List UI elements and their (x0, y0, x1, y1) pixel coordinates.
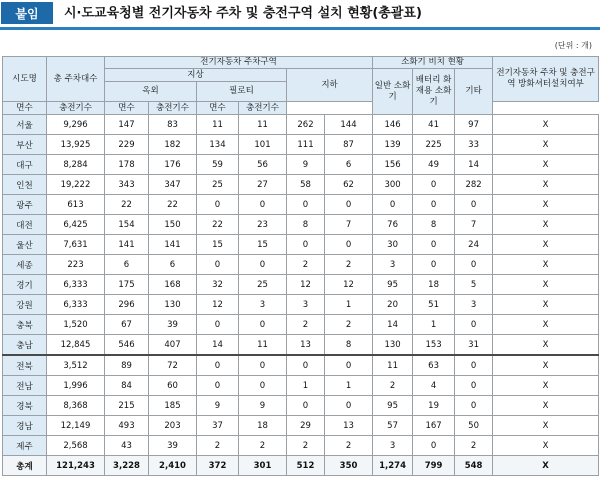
outdoor-chargers-cell: 182 (149, 135, 197, 155)
general-extinguisher-cell: 3 (373, 436, 413, 456)
piloti-area-cell: 11 (197, 115, 239, 135)
attachment-badge: 붙임 (1, 2, 53, 24)
other-extinguisher-cell: 7 (455, 215, 493, 235)
underground-area-cell: 3 (287, 295, 325, 315)
total-parking-cell: 6,425 (47, 215, 105, 235)
shutter-cell: X (493, 215, 599, 235)
piloti-chargers-cell: 2 (239, 436, 287, 456)
shutter-cell: X (493, 195, 599, 215)
piloti-chargers-cell: 23 (239, 215, 287, 235)
piloti-area-cell: 0 (197, 355, 239, 376)
underground-area-cell: 58 (287, 175, 325, 195)
region-cell: 충북 (3, 315, 47, 335)
general-extinguisher-cell: 76 (373, 215, 413, 235)
table-row (3, 335, 599, 356)
battery-extinguisher-cell: 19 (413, 396, 455, 416)
battery-extinguisher-cell: 0 (413, 436, 455, 456)
underground-chargers-cell: 7 (325, 215, 373, 235)
total-row (3, 456, 599, 476)
total-piloti-area-cell: 372 (197, 456, 239, 476)
outdoor-area-cell: 229 (105, 135, 149, 155)
other-extinguisher-cell: 0 (455, 355, 493, 376)
header-underground-area: 면수 (197, 102, 239, 115)
total-parking-cell: 3,512 (47, 355, 105, 376)
table-row (3, 396, 599, 416)
total-outdoor-chargers-cell: 2,410 (149, 456, 197, 476)
other-extinguisher-cell: 3 (455, 295, 493, 315)
battery-extinguisher-cell: 1 (413, 315, 455, 335)
battery-extinguisher-cell: 63 (413, 355, 455, 376)
region-cell: 대전 (3, 215, 47, 235)
underground-area-cell: 262 (287, 115, 325, 135)
piloti-chargers-cell: 0 (239, 355, 287, 376)
table-row (3, 295, 599, 315)
outdoor-chargers-cell: 22 (149, 195, 197, 215)
other-extinguisher-cell: 0 (455, 195, 493, 215)
unit-label: (단위 : 개) (554, 41, 592, 50)
outdoor-chargers-cell: 185 (149, 396, 197, 416)
header-other-extinguisher: 기타 (455, 69, 493, 115)
outdoor-area-cell: 141 (105, 235, 149, 255)
other-extinguisher-cell: 282 (455, 175, 493, 195)
outdoor-chargers-cell: 176 (149, 155, 197, 175)
shutter-cell: X (493, 155, 599, 175)
header-ev-zone: 전기자동차 주차구역 (105, 57, 373, 69)
battery-extinguisher-cell: 41 (413, 115, 455, 135)
outdoor-chargers-cell: 39 (149, 436, 197, 456)
battery-extinguisher-cell: 49 (413, 155, 455, 175)
shutter-cell: X (493, 315, 599, 335)
header-piloti-area: 면수 (105, 102, 149, 115)
underground-area-cell: 9 (287, 155, 325, 175)
total-parking-cell: 6,333 (47, 275, 105, 295)
piloti-area-cell: 15 (197, 235, 239, 255)
general-extinguisher-cell: 300 (373, 175, 413, 195)
total-total-parking-cell: 121,243 (47, 456, 105, 476)
piloti-chargers-cell: 3 (239, 295, 287, 315)
total-parking-cell: 613 (47, 195, 105, 215)
header-piloti: 필로티 (197, 82, 287, 102)
underground-area-cell: 111 (287, 135, 325, 155)
table-row (3, 255, 599, 275)
table-row (3, 436, 599, 456)
region-cell: 부산 (3, 135, 47, 155)
shutter-cell: X (493, 436, 599, 456)
general-extinguisher-cell: 95 (373, 275, 413, 295)
general-extinguisher-cell: 130 (373, 335, 413, 356)
battery-extinguisher-cell: 18 (413, 275, 455, 295)
total-underground-area-cell: 512 (287, 456, 325, 476)
header-shutter: 전기자동차 주차 및 충전구역 방화셔터설치여부 (493, 57, 599, 102)
title-rule (0, 27, 600, 30)
battery-extinguisher-cell: 225 (413, 135, 455, 155)
region-cell: 세종 (3, 255, 47, 275)
outdoor-area-cell: 215 (105, 396, 149, 416)
region-cell: 경북 (3, 396, 47, 416)
other-extinguisher-cell: 0 (455, 255, 493, 275)
shutter-cell: X (493, 396, 599, 416)
total-parking-cell: 1,996 (47, 376, 105, 396)
other-extinguisher-cell: 0 (455, 376, 493, 396)
piloti-area-cell: 0 (197, 315, 239, 335)
outdoor-chargers-cell: 72 (149, 355, 197, 376)
total-region-cell: 총계 (3, 456, 47, 476)
total-piloti-chargers-cell: 301 (239, 456, 287, 476)
underground-area-cell: 0 (287, 396, 325, 416)
table-row (3, 215, 599, 235)
underground-area-cell: 0 (287, 195, 325, 215)
shutter-cell: X (493, 235, 599, 255)
shutter-cell: X (493, 295, 599, 315)
header-piloti-chargers: 충전기수 (149, 102, 197, 115)
other-extinguisher-cell: 2 (455, 436, 493, 456)
region-cell: 인천 (3, 175, 47, 195)
underground-area-cell: 2 (287, 255, 325, 275)
battery-extinguisher-cell: 51 (413, 295, 455, 315)
battery-extinguisher-cell: 0 (413, 175, 455, 195)
piloti-area-cell: 0 (197, 255, 239, 275)
outdoor-area-cell: 178 (105, 155, 149, 175)
underground-chargers-cell: 87 (325, 135, 373, 155)
battery-extinguisher-cell: 0 (413, 255, 455, 275)
table-row (3, 355, 599, 376)
outdoor-area-cell: 43 (105, 436, 149, 456)
general-extinguisher-cell: 2 (373, 376, 413, 396)
general-extinguisher-cell: 95 (373, 396, 413, 416)
other-extinguisher-cell: 24 (455, 235, 493, 255)
outdoor-area-cell: 343 (105, 175, 149, 195)
outdoor-area-cell: 175 (105, 275, 149, 295)
ev-parking-table (2, 56, 599, 476)
table-row (3, 235, 599, 255)
piloti-chargers-cell: 18 (239, 416, 287, 436)
underground-chargers-cell: 13 (325, 416, 373, 436)
shutter-cell: X (493, 376, 599, 396)
piloti-chargers-cell: 56 (239, 155, 287, 175)
total-general-extinguisher-cell: 1,274 (373, 456, 413, 476)
table-body (3, 115, 599, 476)
table-row (3, 155, 599, 175)
table-row (3, 115, 599, 135)
piloti-chargers-cell: 101 (239, 135, 287, 155)
general-extinguisher-cell: 30 (373, 235, 413, 255)
shutter-cell: X (493, 115, 599, 135)
outdoor-chargers-cell: 168 (149, 275, 197, 295)
region-cell: 전남 (3, 376, 47, 396)
other-extinguisher-cell: 33 (455, 135, 493, 155)
piloti-chargers-cell: 11 (239, 115, 287, 135)
region-cell: 서울 (3, 115, 47, 135)
table-row (3, 135, 599, 155)
header-general-extinguisher: 일반 소화기 (373, 69, 413, 115)
total-parking-cell: 1,520 (47, 315, 105, 335)
battery-extinguisher-cell: 153 (413, 335, 455, 356)
underground-chargers-cell: 0 (325, 235, 373, 255)
battery-extinguisher-cell: 4 (413, 376, 455, 396)
region-cell: 광주 (3, 195, 47, 215)
table-row (3, 315, 599, 335)
region-cell: 충남 (3, 335, 47, 356)
shutter-cell: X (493, 135, 599, 155)
header-underground: 지하 (287, 69, 373, 102)
battery-extinguisher-cell: 167 (413, 416, 455, 436)
other-extinguisher-cell: 14 (455, 155, 493, 175)
header-outdoor-area: 면수 (3, 102, 47, 115)
outdoor-chargers-cell: 150 (149, 215, 197, 235)
underground-chargers-cell: 1 (325, 376, 373, 396)
outdoor-area-cell: 89 (105, 355, 149, 376)
header-ground: 지상 (105, 69, 287, 82)
general-extinguisher-cell: 3 (373, 255, 413, 275)
total-outdoor-area-cell: 3,228 (105, 456, 149, 476)
battery-extinguisher-cell: 0 (413, 235, 455, 255)
shutter-cell: X (493, 335, 599, 356)
piloti-chargers-cell: 15 (239, 235, 287, 255)
header-outdoor-chargers: 충전기수 (47, 102, 105, 115)
underground-chargers-cell: 8 (325, 335, 373, 356)
header-battery-extinguisher: 배터리 화재용 소화기 (413, 69, 455, 115)
general-extinguisher-cell: 20 (373, 295, 413, 315)
total-parking-cell: 7,631 (47, 235, 105, 255)
total-parking-cell: 2,568 (47, 436, 105, 456)
shutter-cell: X (493, 355, 599, 376)
outdoor-area-cell: 546 (105, 335, 149, 356)
total-shutter-cell: X (493, 456, 599, 476)
header-outdoor: 옥외 (105, 82, 197, 102)
underground-chargers-cell: 2 (325, 315, 373, 335)
table-row (3, 376, 599, 396)
underground-chargers-cell: 0 (325, 396, 373, 416)
header-underground-chargers: 충전기수 (239, 102, 287, 115)
total-parking-cell: 12,149 (47, 416, 105, 436)
outdoor-chargers-cell: 141 (149, 235, 197, 255)
shutter-cell: X (493, 416, 599, 436)
outdoor-chargers-cell: 347 (149, 175, 197, 195)
total-parking-cell: 9,296 (47, 115, 105, 135)
outdoor-chargers-cell: 203 (149, 416, 197, 436)
shutter-cell: X (493, 175, 599, 195)
region-cell: 경남 (3, 416, 47, 436)
underground-chargers-cell: 1 (325, 295, 373, 315)
outdoor-area-cell: 493 (105, 416, 149, 436)
underground-area-cell: 2 (287, 436, 325, 456)
piloti-area-cell: 9 (197, 396, 239, 416)
piloti-area-cell: 0 (197, 195, 239, 215)
underground-area-cell: 29 (287, 416, 325, 436)
header-total-parking: 총 주차대수 (47, 57, 105, 102)
general-extinguisher-cell: 146 (373, 115, 413, 135)
region-cell: 대구 (3, 155, 47, 175)
piloti-area-cell: 37 (197, 416, 239, 436)
piloti-area-cell: 59 (197, 155, 239, 175)
table-row (3, 416, 599, 436)
total-parking-cell: 12,845 (47, 335, 105, 356)
total-parking-cell: 13,925 (47, 135, 105, 155)
total-other-extinguisher-cell: 548 (455, 456, 493, 476)
page-header (0, 0, 600, 32)
outdoor-area-cell: 84 (105, 376, 149, 396)
total-parking-cell: 6,333 (47, 295, 105, 315)
table-row (3, 175, 599, 195)
underground-area-cell: 1 (287, 376, 325, 396)
header-extinguisher: 소화기 비치 현황 (373, 57, 493, 69)
outdoor-chargers-cell: 83 (149, 115, 197, 135)
piloti-chargers-cell: 25 (239, 275, 287, 295)
underground-area-cell: 13 (287, 335, 325, 356)
piloti-chargers-cell: 9 (239, 396, 287, 416)
outdoor-area-cell: 22 (105, 195, 149, 215)
total-underground-chargers-cell: 350 (325, 456, 373, 476)
other-extinguisher-cell: 50 (455, 416, 493, 436)
outdoor-chargers-cell: 407 (149, 335, 197, 356)
header-region: 시도명 (3, 57, 47, 102)
piloti-area-cell: 14 (197, 335, 239, 356)
underground-chargers-cell: 62 (325, 175, 373, 195)
outdoor-chargers-cell: 60 (149, 376, 197, 396)
underground-area-cell: 0 (287, 235, 325, 255)
outdoor-area-cell: 147 (105, 115, 149, 135)
region-cell: 전북 (3, 355, 47, 376)
other-extinguisher-cell: 31 (455, 335, 493, 356)
piloti-chargers-cell: 0 (239, 195, 287, 215)
total-battery-extinguisher-cell: 799 (413, 456, 455, 476)
total-parking-cell: 8,284 (47, 155, 105, 175)
other-extinguisher-cell: 0 (455, 396, 493, 416)
underground-chargers-cell: 0 (325, 355, 373, 376)
battery-extinguisher-cell: 0 (413, 195, 455, 215)
piloti-area-cell: 12 (197, 295, 239, 315)
piloti-chargers-cell: 11 (239, 335, 287, 356)
outdoor-area-cell: 296 (105, 295, 149, 315)
general-extinguisher-cell: 156 (373, 155, 413, 175)
piloti-chargers-cell: 0 (239, 376, 287, 396)
general-extinguisher-cell: 14 (373, 315, 413, 335)
total-parking-cell: 223 (47, 255, 105, 275)
piloti-area-cell: 134 (197, 135, 239, 155)
underground-chargers-cell: 12 (325, 275, 373, 295)
other-extinguisher-cell: 97 (455, 115, 493, 135)
region-cell: 제주 (3, 436, 47, 456)
outdoor-area-cell: 154 (105, 215, 149, 235)
page-title: 시·도교육청별 전기자동차 주차 및 충전구역 설치 현황(총괄표) (64, 6, 422, 21)
general-extinguisher-cell: 0 (373, 195, 413, 215)
underground-chargers-cell: 6 (325, 155, 373, 175)
shutter-cell: X (493, 275, 599, 295)
piloti-area-cell: 22 (197, 215, 239, 235)
underground-area-cell: 0 (287, 355, 325, 376)
piloti-chargers-cell: 0 (239, 315, 287, 335)
battery-extinguisher-cell: 8 (413, 215, 455, 235)
outdoor-chargers-cell: 39 (149, 315, 197, 335)
general-extinguisher-cell: 139 (373, 135, 413, 155)
total-parking-cell: 8,368 (47, 396, 105, 416)
underground-area-cell: 8 (287, 215, 325, 235)
underground-chargers-cell: 2 (325, 255, 373, 275)
region-cell: 경기 (3, 275, 47, 295)
piloti-chargers-cell: 27 (239, 175, 287, 195)
underground-chargers-cell: 144 (325, 115, 373, 135)
region-cell: 강원 (3, 295, 47, 315)
underground-area-cell: 12 (287, 275, 325, 295)
other-extinguisher-cell: 0 (455, 315, 493, 335)
region-cell: 울산 (3, 235, 47, 255)
underground-chargers-cell: 0 (325, 195, 373, 215)
piloti-area-cell: 25 (197, 175, 239, 195)
table-row (3, 275, 599, 295)
outdoor-chargers-cell: 130 (149, 295, 197, 315)
underground-area-cell: 2 (287, 315, 325, 335)
piloti-area-cell: 0 (197, 376, 239, 396)
outdoor-area-cell: 67 (105, 315, 149, 335)
underground-chargers-cell: 2 (325, 436, 373, 456)
outdoor-chargers-cell: 6 (149, 255, 197, 275)
general-extinguisher-cell: 57 (373, 416, 413, 436)
other-extinguisher-cell: 5 (455, 275, 493, 295)
outdoor-area-cell: 6 (105, 255, 149, 275)
shutter-cell: X (493, 255, 599, 275)
table-row (3, 195, 599, 215)
general-extinguisher-cell: 11 (373, 355, 413, 376)
piloti-area-cell: 2 (197, 436, 239, 456)
piloti-chargers-cell: 0 (239, 255, 287, 275)
piloti-area-cell: 32 (197, 275, 239, 295)
total-parking-cell: 19,222 (47, 175, 105, 195)
